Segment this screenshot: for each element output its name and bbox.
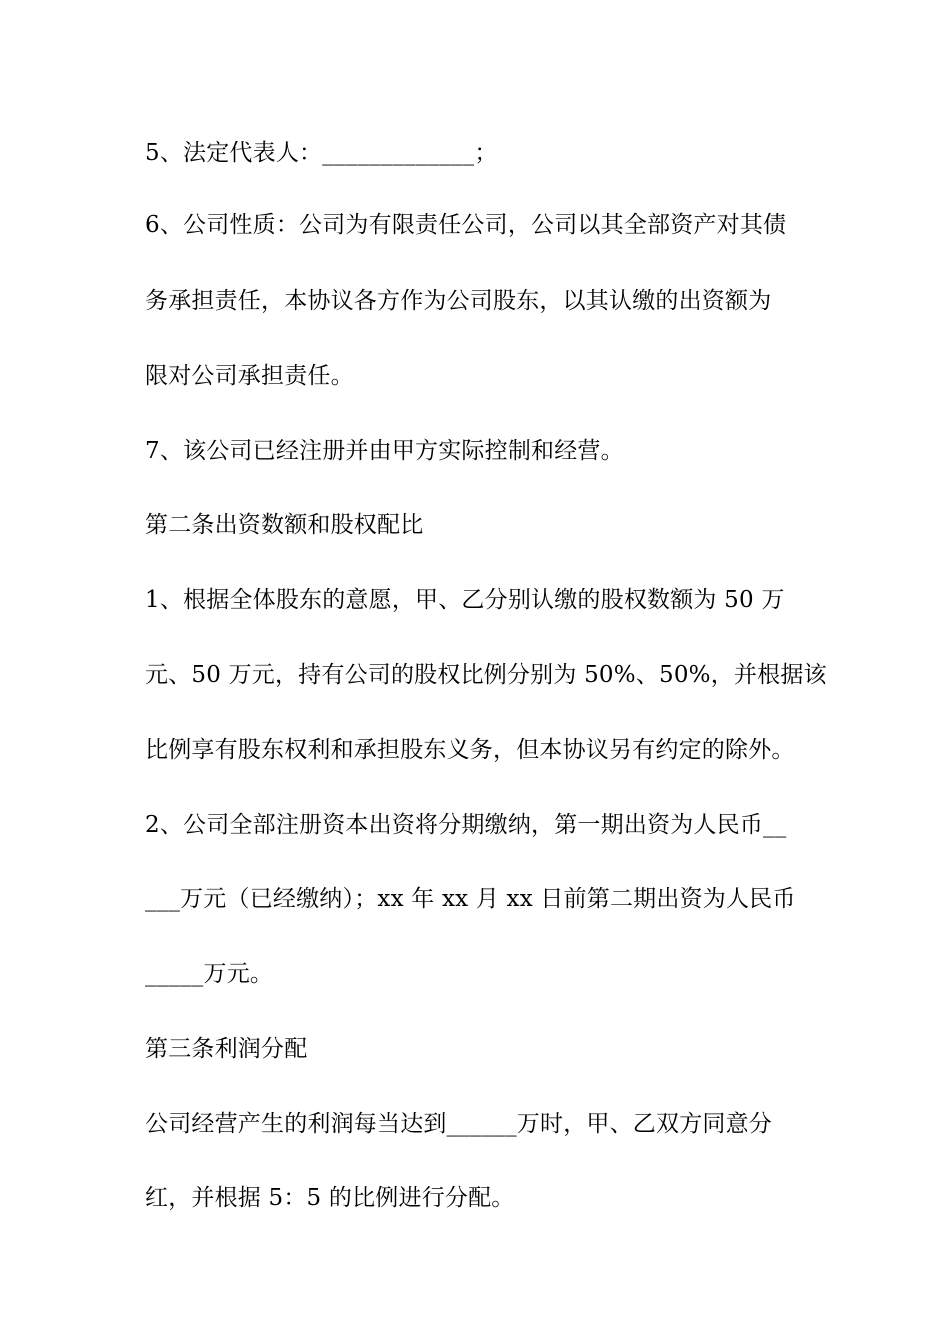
- clause-capital-installments-line-1: 2、公司全部注册资本出资将分期缴纳，第一期出资为人民币__: [145, 812, 787, 838]
- article-three-heading: 第三条利润分配: [145, 1036, 308, 1062]
- clause-registration-control: 7、该公司已经注册并由甲方实际控制和经营。: [145, 438, 624, 464]
- clause-company-nature-line-2: 务承担责任，本协议各方作为公司股东，以其认缴的出资额为: [145, 288, 772, 314]
- clause-capital-installments-line-3: _____万元。: [145, 961, 274, 987]
- clause-equity-subscription-line-1: 1、根据全体股东的意愿，甲、乙分别认缴的股权数额为 50 万: [145, 587, 785, 613]
- clause-company-nature-line-1: 6、公司性质：公司为有限责任公司，公司以其全部资产对其债: [145, 212, 787, 238]
- clause-company-nature-line-3: 限对公司承担责任。: [145, 363, 354, 389]
- clause-legal-representative: 5、法定代表人：_____________；: [145, 140, 498, 166]
- clause-equity-subscription-line-2: 元、50 万元，持有公司的股权比例分别为 50%、50%，并根据该: [145, 662, 827, 688]
- clause-profit-distribution-line-1: 公司经营产生的利润每当达到______万时，甲、乙双方同意分: [145, 1111, 772, 1137]
- clause-profit-distribution-line-2: 红，并根据 5：5 的比例进行分配。: [145, 1185, 515, 1211]
- article-two-heading: 第二条出资数额和股权配比: [145, 512, 424, 538]
- clause-capital-installments-line-2: ___万元（已经缴纳）；xx 年 xx 月 xx 日前第二期出资为人民币: [145, 886, 796, 912]
- clause-equity-subscription-line-3: 比例享有股东权利和承担股东义务，但本协议另有约定的除外。: [145, 737, 795, 763]
